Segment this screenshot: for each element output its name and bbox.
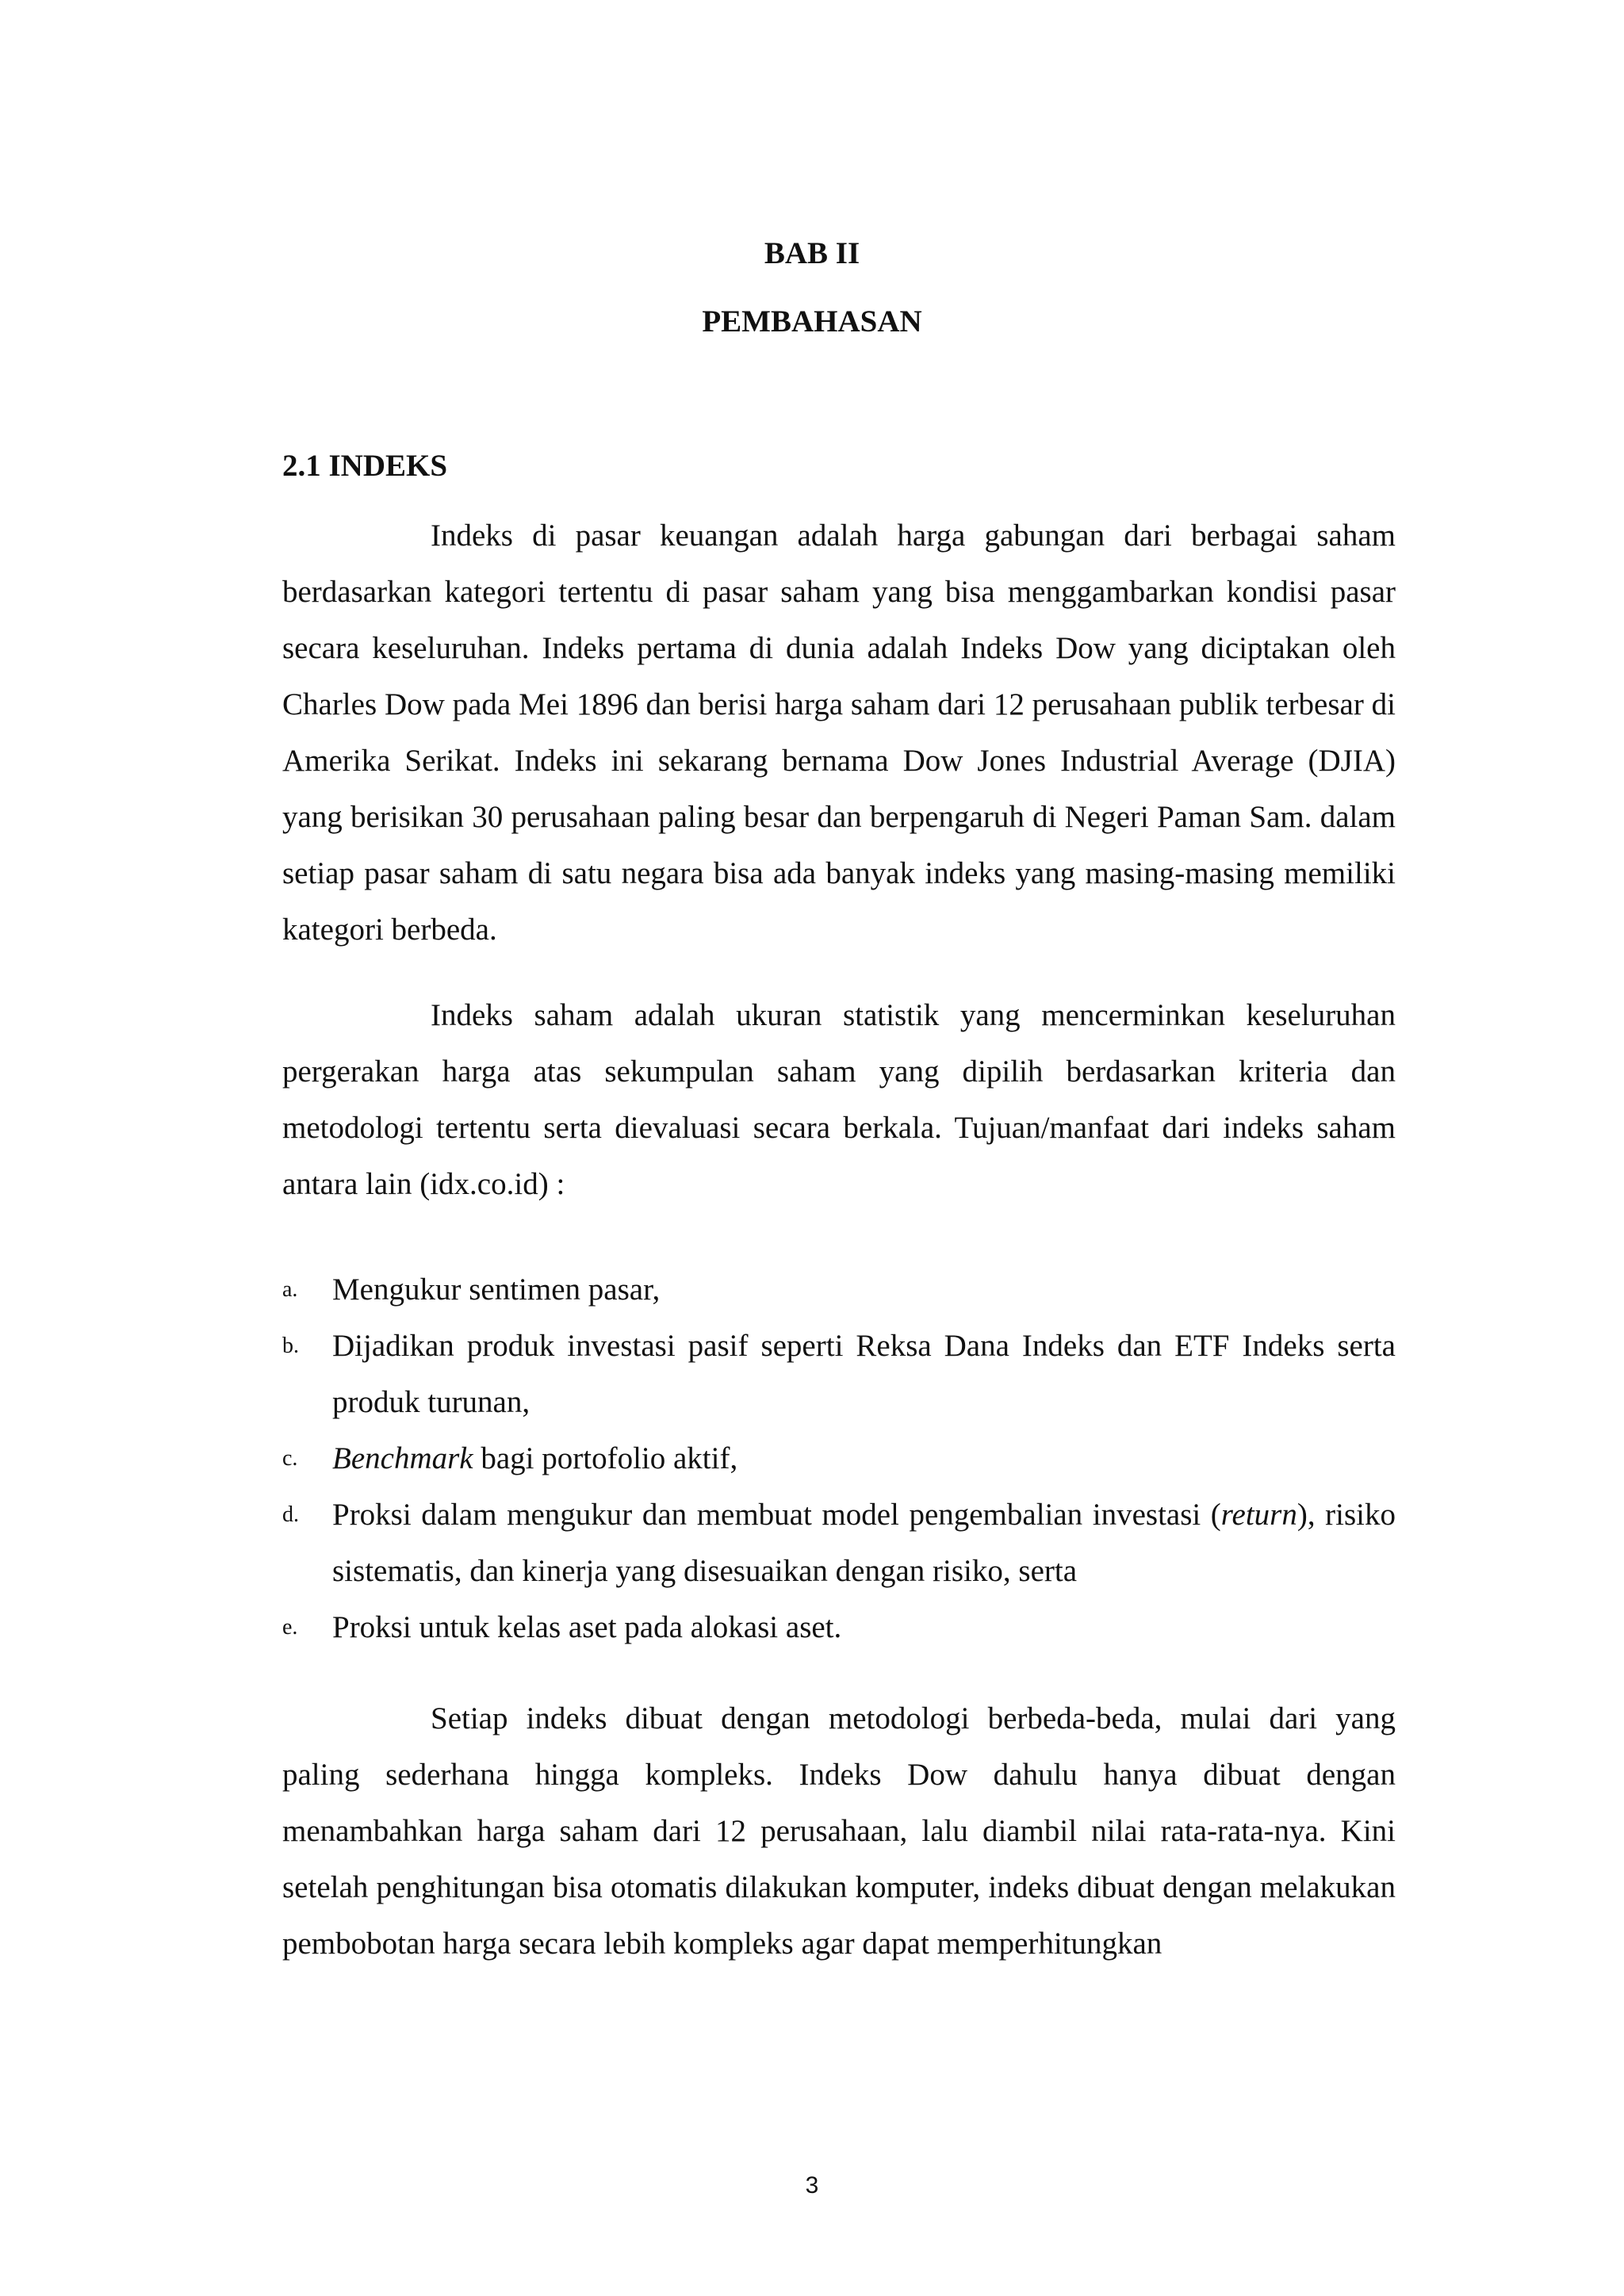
section-heading: 2.1 INDEKS <box>282 449 448 483</box>
chapter-number: BAB II <box>764 236 860 270</box>
paragraph: Indeks di pasar keuangan adalah harga gabungan dari berbagai saham berdasarkan kategori tertentu di pasar saham yang bisa menggambarkan kondisi pasar secara keseluruhan. Indeks pertama di dunia adalah Indeks Dow yang diciptakan oleh Charles Dow pada Mei 1896 dan berisi harga saham dari 12 perusahaan publik terbesar di Amerika Serikat. Indeks ini sekarang bernama Dow Jones Industrial Average (DJIA) yang berisikan 30 perusahaan paling besar dan berpengaruh di Negeri Paman Sam. dalam setiap pasar saham di satu negara bisa ada banyak indeks yang masing-masing memiliki kategori berbeda. <box>282 519 1396 947</box>
list-marker: c. <box>282 1446 298 1471</box>
list-item-italic-term: Benchmark <box>332 1441 473 1475</box>
list-marker: d. <box>282 1502 299 1527</box>
list-item-text: Proksi dalam mengukur dan membuat model pengembalian investasi ( <box>332 1498 1221 1532</box>
list-item <box>282 1599 1396 1655</box>
list-item <box>282 1430 1396 1487</box>
benefits-list <box>282 1261 1396 1655</box>
paragraph: Indeks saham adalah ukuran statistik yang mencerminkan keseluruhan pergerakan harga atas sekumpulan saham yang dipilih berdasarkan kriteria dan metodologi tertentu serta dievaluasi secara berkala. Tujuan/manfaat dari indeks saham antara lain (idx.co.id) : <box>282 998 1396 1201</box>
list-item-text: bagi portofolio aktif, <box>473 1441 738 1475</box>
chapter-title: PEMBAHASAN <box>702 304 922 339</box>
list-item <box>282 1487 1396 1599</box>
page-number: 3 <box>805 2172 819 2198</box>
list-item-italic-term: return <box>1220 1498 1297 1532</box>
list-item-text: ), risiko sistematis, dan kinerja yang disesuaikan dengan risiko, serta <box>332 1498 1396 1588</box>
list-item-text: Mengukur sentimen pasar, <box>332 1272 661 1307</box>
list-item-text: Dijadikan produk investasi pasif seperti Reksa Dana Indeks dan ETF Indeks serta produk turunan, <box>332 1329 1396 1419</box>
list-marker: e. <box>282 1615 298 1640</box>
paragraph: Setiap indeks dibuat dengan metodologi berbeda-beda, mulai dari yang paling sederhana hingga kompleks. Indeks Dow dahulu hanya dibuat dengan menambahkan harga saham dari 12 perusahaan, lalu diambil nilai rata-rata-nya. Kini setelah penghitungan bisa otomatis dilakukan komputer, indeks dibuat dengan melakukan pembobotan harga secara lebih kompleks agar dapat memperhitungkan <box>282 1701 1396 1961</box>
list-marker: b. <box>282 1334 299 1358</box>
list-item <box>282 1261 1396 1318</box>
list-item-text: Proksi untuk kelas aset pada alokasi aset. <box>332 1610 842 1644</box>
list-item <box>282 1318 1396 1430</box>
list-marker: a. <box>282 1277 298 1302</box>
